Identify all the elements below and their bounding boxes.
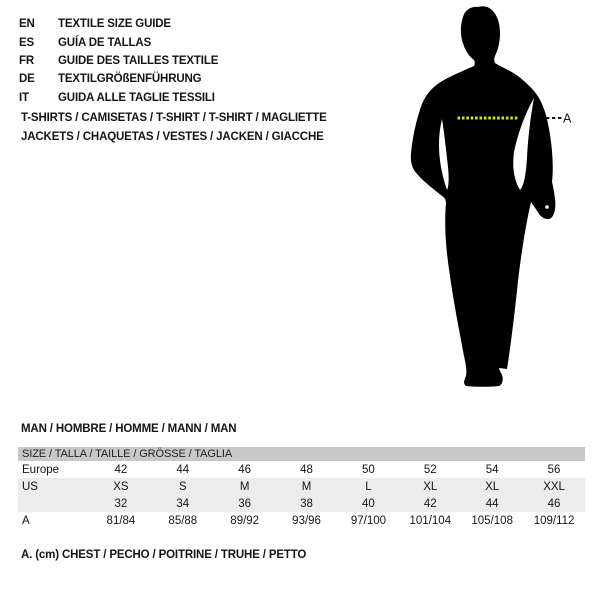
language-list: [19, 15, 218, 107]
language-code: ES: [19, 36, 35, 49]
table-cell: 46: [547, 497, 561, 510]
table-cell: S: [178, 480, 187, 493]
table-row-us-letter: [18, 478, 585, 495]
language-code: DE: [19, 73, 35, 86]
table-cell: M: [301, 480, 312, 493]
row-label: A: [22, 514, 30, 527]
table-cell: XL: [423, 480, 438, 493]
table-row-us-numeric: [18, 495, 585, 512]
table-cell: 48: [300, 463, 313, 476]
table-cell: 38: [300, 497, 313, 510]
table-cell: 44: [485, 497, 499, 510]
table-row-a-chest: [18, 512, 585, 529]
table-cell: 54: [485, 463, 499, 476]
garment-type-lines: [21, 109, 327, 147]
table-cell: 42: [423, 497, 437, 510]
table-cell: 36: [238, 497, 252, 510]
row-label: Europe: [22, 463, 60, 476]
table-cell: 105/108: [471, 514, 513, 527]
table-cell: 52: [423, 463, 437, 476]
section-title-man: MAN / HOMBRE / HOMME / MANN / MAN: [21, 423, 237, 435]
table-cell: XXL: [543, 480, 565, 493]
table-cell: 46: [238, 463, 252, 476]
hand-highlight: [545, 205, 549, 209]
table-cell: 109/112: [533, 514, 575, 527]
table-cell: 93/96: [292, 514, 321, 527]
measurement-footnote: A. (cm) CHEST / PECHO / POITRINE / TRUHE / PETTO: [21, 549, 307, 561]
language-code: FR: [19, 54, 35, 67]
size-table-header: SIZE / TALLA / TAILLE / GRÖSSE / TAGLIA: [18, 447, 585, 461]
table-cell: 40: [362, 497, 375, 510]
language-code: IT: [19, 91, 29, 104]
man-silhouette-figure: [405, 0, 585, 400]
table-cell: 89/92: [230, 514, 260, 527]
table-cell: XS: [113, 480, 129, 493]
table-cell: 56: [547, 463, 561, 476]
man-silhouette: [411, 6, 556, 387]
table-cell: 85/88: [168, 514, 198, 527]
table-cell: 34: [176, 497, 190, 510]
language-label: GUIDE DES TAILLES TEXTILE: [58, 54, 219, 67]
language-label: GUÍA DE TALLAS: [58, 36, 152, 49]
table-cell: 101/104: [409, 514, 452, 527]
table-cell: 50: [362, 463, 375, 476]
language-row-en: [19, 15, 218, 33]
language-label: TEXTILE SIZE GUIDE: [58, 18, 171, 31]
language-row-it: [19, 89, 218, 107]
language-row-fr: [19, 52, 218, 70]
language-label: GUIDA ALLE TAGLIE TESSILI: [58, 91, 215, 104]
table-cell: 42: [114, 463, 128, 476]
garment-line-jackets: JACKETS / CHAQUETAS / VESTES / JACKEN / GIACCHE: [21, 131, 324, 143]
measure-label-a: A: [563, 111, 572, 126]
language-row-de: [19, 70, 218, 88]
table-cell: XL: [485, 480, 500, 493]
table-cell: 32: [114, 497, 128, 510]
table-row-europe: [18, 461, 585, 478]
table-cell: M: [239, 480, 250, 493]
table-cell: 81/84: [106, 514, 136, 527]
table-cell: 44: [176, 463, 190, 476]
size-table: [18, 447, 585, 529]
language-label: TEXTILGRÖßENFÜHRUNG: [58, 73, 202, 86]
row-label: US: [22, 480, 38, 493]
language-code: EN: [19, 18, 35, 31]
garment-line-tshirts: T-SHIRTS / CAMISETAS / T-SHIRT / T-SHIRT / MAGLIETTE: [21, 112, 327, 124]
language-row-es: [19, 33, 218, 51]
table-cell: L: [365, 480, 372, 493]
table-cell: 97/100: [350, 514, 387, 527]
